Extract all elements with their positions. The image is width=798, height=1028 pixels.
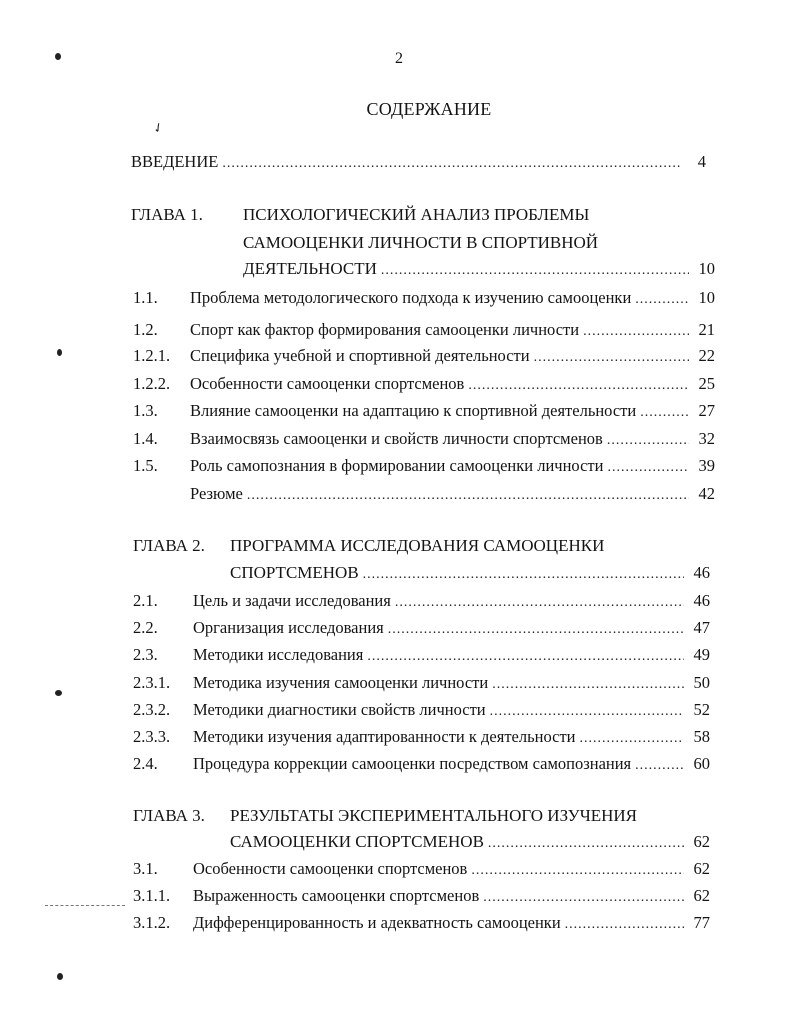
- toc-entry-text: Проблема методологического подхода к изучению самооценки: [190, 288, 632, 307]
- toc-entry-number: 3.1.: [133, 859, 158, 878]
- scan-dash-mark: [45, 905, 125, 906]
- chapter1-title-line3-text: ДЕЯТЕЛЬНОСТИ: [243, 259, 377, 278]
- chapter2-title-line1: ПРОГРАММА ИССЛЕДОВАНИЯ САМООЦЕНКИ: [230, 536, 605, 555]
- chapter3-title-line2-text: САМООЦЕНКИ СПОРТСМЕНОВ: [230, 832, 484, 851]
- toc-entry-number: 3.1.1.: [133, 886, 171, 905]
- scan-speck: [55, 690, 62, 696]
- leader-dots: [367, 649, 684, 665]
- toc-entry-number: 2.2.: [133, 618, 158, 637]
- chapter1-label: ГЛАВА 1.: [131, 205, 203, 224]
- leader-dots: [468, 378, 689, 394]
- toc-entry-number: 1.3.: [133, 401, 158, 420]
- leader-dots: [580, 731, 685, 747]
- toc-entry-page: 50: [693, 673, 710, 692]
- toc-intro-page: 4: [697, 152, 706, 171]
- toc-entry-text: Спорт как фактор формирования самооценки личности: [190, 320, 580, 339]
- leader-dots: [640, 405, 689, 421]
- chapter2-label: ГЛАВА 2.: [133, 536, 205, 555]
- chapter3-title-line2: [230, 832, 710, 854]
- toc-intro-label: ВВЕДЕНИЕ: [131, 152, 219, 171]
- toc-entry-text: Методики изучения адаптированности к деятельности: [193, 727, 576, 746]
- toc-entry-page: 10: [698, 288, 715, 307]
- toc-entry-page: 32: [698, 429, 715, 448]
- toc-entry: [133, 645, 710, 667]
- toc-entry-page: 60: [693, 754, 710, 773]
- toc-entry-number: 2.4.: [133, 754, 158, 773]
- toc-entry-text: Цель и задачи исследования: [193, 591, 391, 610]
- toc-entry-text: Методика изучения самооценки личности: [193, 673, 489, 692]
- leader-dots: [388, 622, 684, 638]
- toc-entry-page: 21: [698, 320, 715, 339]
- chapter1-title-line1: ПСИХОЛОГИЧЕСКИЙ АНАЛИЗ ПРОБЛЕМЫ: [243, 205, 590, 224]
- toc-entry-page: 52: [693, 700, 710, 719]
- chapter2-title-line2: [230, 563, 710, 585]
- toc-entry-number: 3.1.2.: [133, 913, 171, 932]
- toc-entry: [133, 374, 715, 396]
- leader-dots: [492, 677, 684, 693]
- toc-entry-summary: [133, 484, 715, 506]
- leader-dots: [635, 758, 684, 774]
- toc-entry-page: 42: [698, 484, 715, 503]
- page-title: СОДЕРЖАНИЕ: [366, 99, 492, 119]
- toc-entry-text: Дифференцированность и адекватность самооценки: [193, 913, 561, 932]
- toc-entry-number: 2.3.1.: [133, 673, 171, 692]
- toc-entry: [133, 456, 715, 478]
- toc-entry: [133, 618, 710, 640]
- toc-entry-number: 2.3.2.: [133, 700, 171, 719]
- leader-dots: [607, 433, 689, 449]
- toc-entry-number: 1.2.1.: [133, 346, 171, 365]
- toc-entry: [133, 913, 710, 935]
- leader-dots: [490, 704, 684, 720]
- toc-entry-number: 2.3.3.: [133, 727, 171, 746]
- toc-entry-text: Организация исследования: [193, 618, 384, 637]
- toc-entry-page: 46: [693, 591, 710, 610]
- toc-entry-number: 1.2.: [133, 320, 158, 339]
- leader-dots: [222, 156, 680, 172]
- toc-entry-text: Влияние самооценки на адаптацию к спортивной деятельности: [190, 401, 637, 420]
- chapter1-page: 10: [698, 259, 715, 278]
- toc-entry-text: Методики диагностики свойств личности: [193, 700, 486, 719]
- toc-entry: [133, 288, 715, 310]
- toc-entry: [133, 700, 710, 722]
- scan-speck: [57, 973, 63, 980]
- toc-entry-number: 2.1.: [133, 591, 158, 610]
- toc-entry: [133, 673, 710, 695]
- leader-dots: [565, 917, 684, 933]
- leader-dots: [381, 263, 689, 279]
- page-number: 2: [395, 50, 403, 67]
- chapter3-label: ГЛАВА 3.: [133, 806, 205, 825]
- toc-entry-text: Процедура коррекции самооценки посредством самопознания: [193, 754, 632, 773]
- leader-dots: [471, 863, 684, 879]
- toc-entry-page: 62: [693, 886, 710, 905]
- chapter2-title-line2-text: СПОРТСМЕНОВ: [230, 563, 359, 582]
- chapter1-title-line3: [243, 259, 715, 281]
- chapter3-title-line1: РЕЗУЛЬТАТЫ ЭКСПЕРИМЕНТАЛЬНОГО ИЗУЧЕНИЯ: [230, 806, 638, 825]
- toc-entry-page: 77: [693, 913, 710, 932]
- toc-entry-number: 1.5.: [133, 456, 158, 475]
- toc-entry-number: 1.1.: [133, 288, 158, 307]
- toc-entry: [133, 886, 710, 908]
- toc-entry: [133, 401, 715, 423]
- toc-entry-text: Особенности самооценки спортсменов: [190, 374, 465, 393]
- leader-dots: [635, 292, 689, 308]
- toc-entry-text: Роль самопознания в формировании самооценки личности: [190, 456, 604, 475]
- toc-entry: [133, 591, 710, 613]
- leader-dots: [534, 350, 689, 366]
- scan-tick-mark: ✓: [149, 118, 167, 137]
- toc-intro: [131, 152, 706, 174]
- leader-dots: [363, 567, 684, 583]
- toc-entry-page: 47: [693, 618, 710, 637]
- toc-entry: [133, 346, 715, 368]
- leader-dots: [607, 460, 689, 476]
- toc-entry-text: Выраженность самооценки спортсменов: [193, 886, 480, 905]
- toc-entry: [133, 429, 715, 451]
- toc-entry-text: Взаимосвязь самооценки и свойств личности спортсменов: [190, 429, 603, 448]
- toc-entry: [133, 859, 710, 881]
- toc-entry-page: 49: [693, 645, 710, 664]
- toc-entry: [133, 320, 715, 342]
- toc-entry-text: Специфика учебной и спортивной деятельности: [190, 346, 530, 365]
- toc-entry: [133, 754, 710, 776]
- toc-entry-number: 1.4.: [133, 429, 158, 448]
- toc-entry-number: 1.2.2.: [133, 374, 171, 393]
- toc-entry-number: 2.3.: [133, 645, 158, 664]
- toc-entry-text: Особенности самооценки спортсменов: [193, 859, 468, 878]
- toc-entry-page: 58: [693, 727, 710, 746]
- toc-entry: [133, 727, 710, 749]
- leader-dots: [488, 836, 684, 852]
- toc-entry-text: Резюме: [190, 484, 243, 503]
- toc-entry-page: 39: [698, 456, 715, 475]
- chapter1-title-line2: САМООЦЕНКИ ЛИЧНОСТИ В СПОРТИВНОЙ: [243, 233, 599, 252]
- leader-dots: [583, 324, 689, 340]
- scan-speck: [57, 349, 62, 356]
- toc-entry-page: 22: [698, 346, 715, 365]
- toc-entry-page: 62: [693, 859, 710, 878]
- toc-entry-text: Методики исследования: [193, 645, 364, 664]
- leader-dots: [483, 890, 684, 906]
- chapter2-page: 46: [693, 563, 710, 582]
- leader-dots: [395, 595, 684, 611]
- chapter3-page: 62: [693, 832, 710, 851]
- leader-dots: [247, 488, 689, 504]
- toc-entry-page: 25: [698, 374, 715, 393]
- toc-entry-page: 27: [698, 401, 715, 420]
